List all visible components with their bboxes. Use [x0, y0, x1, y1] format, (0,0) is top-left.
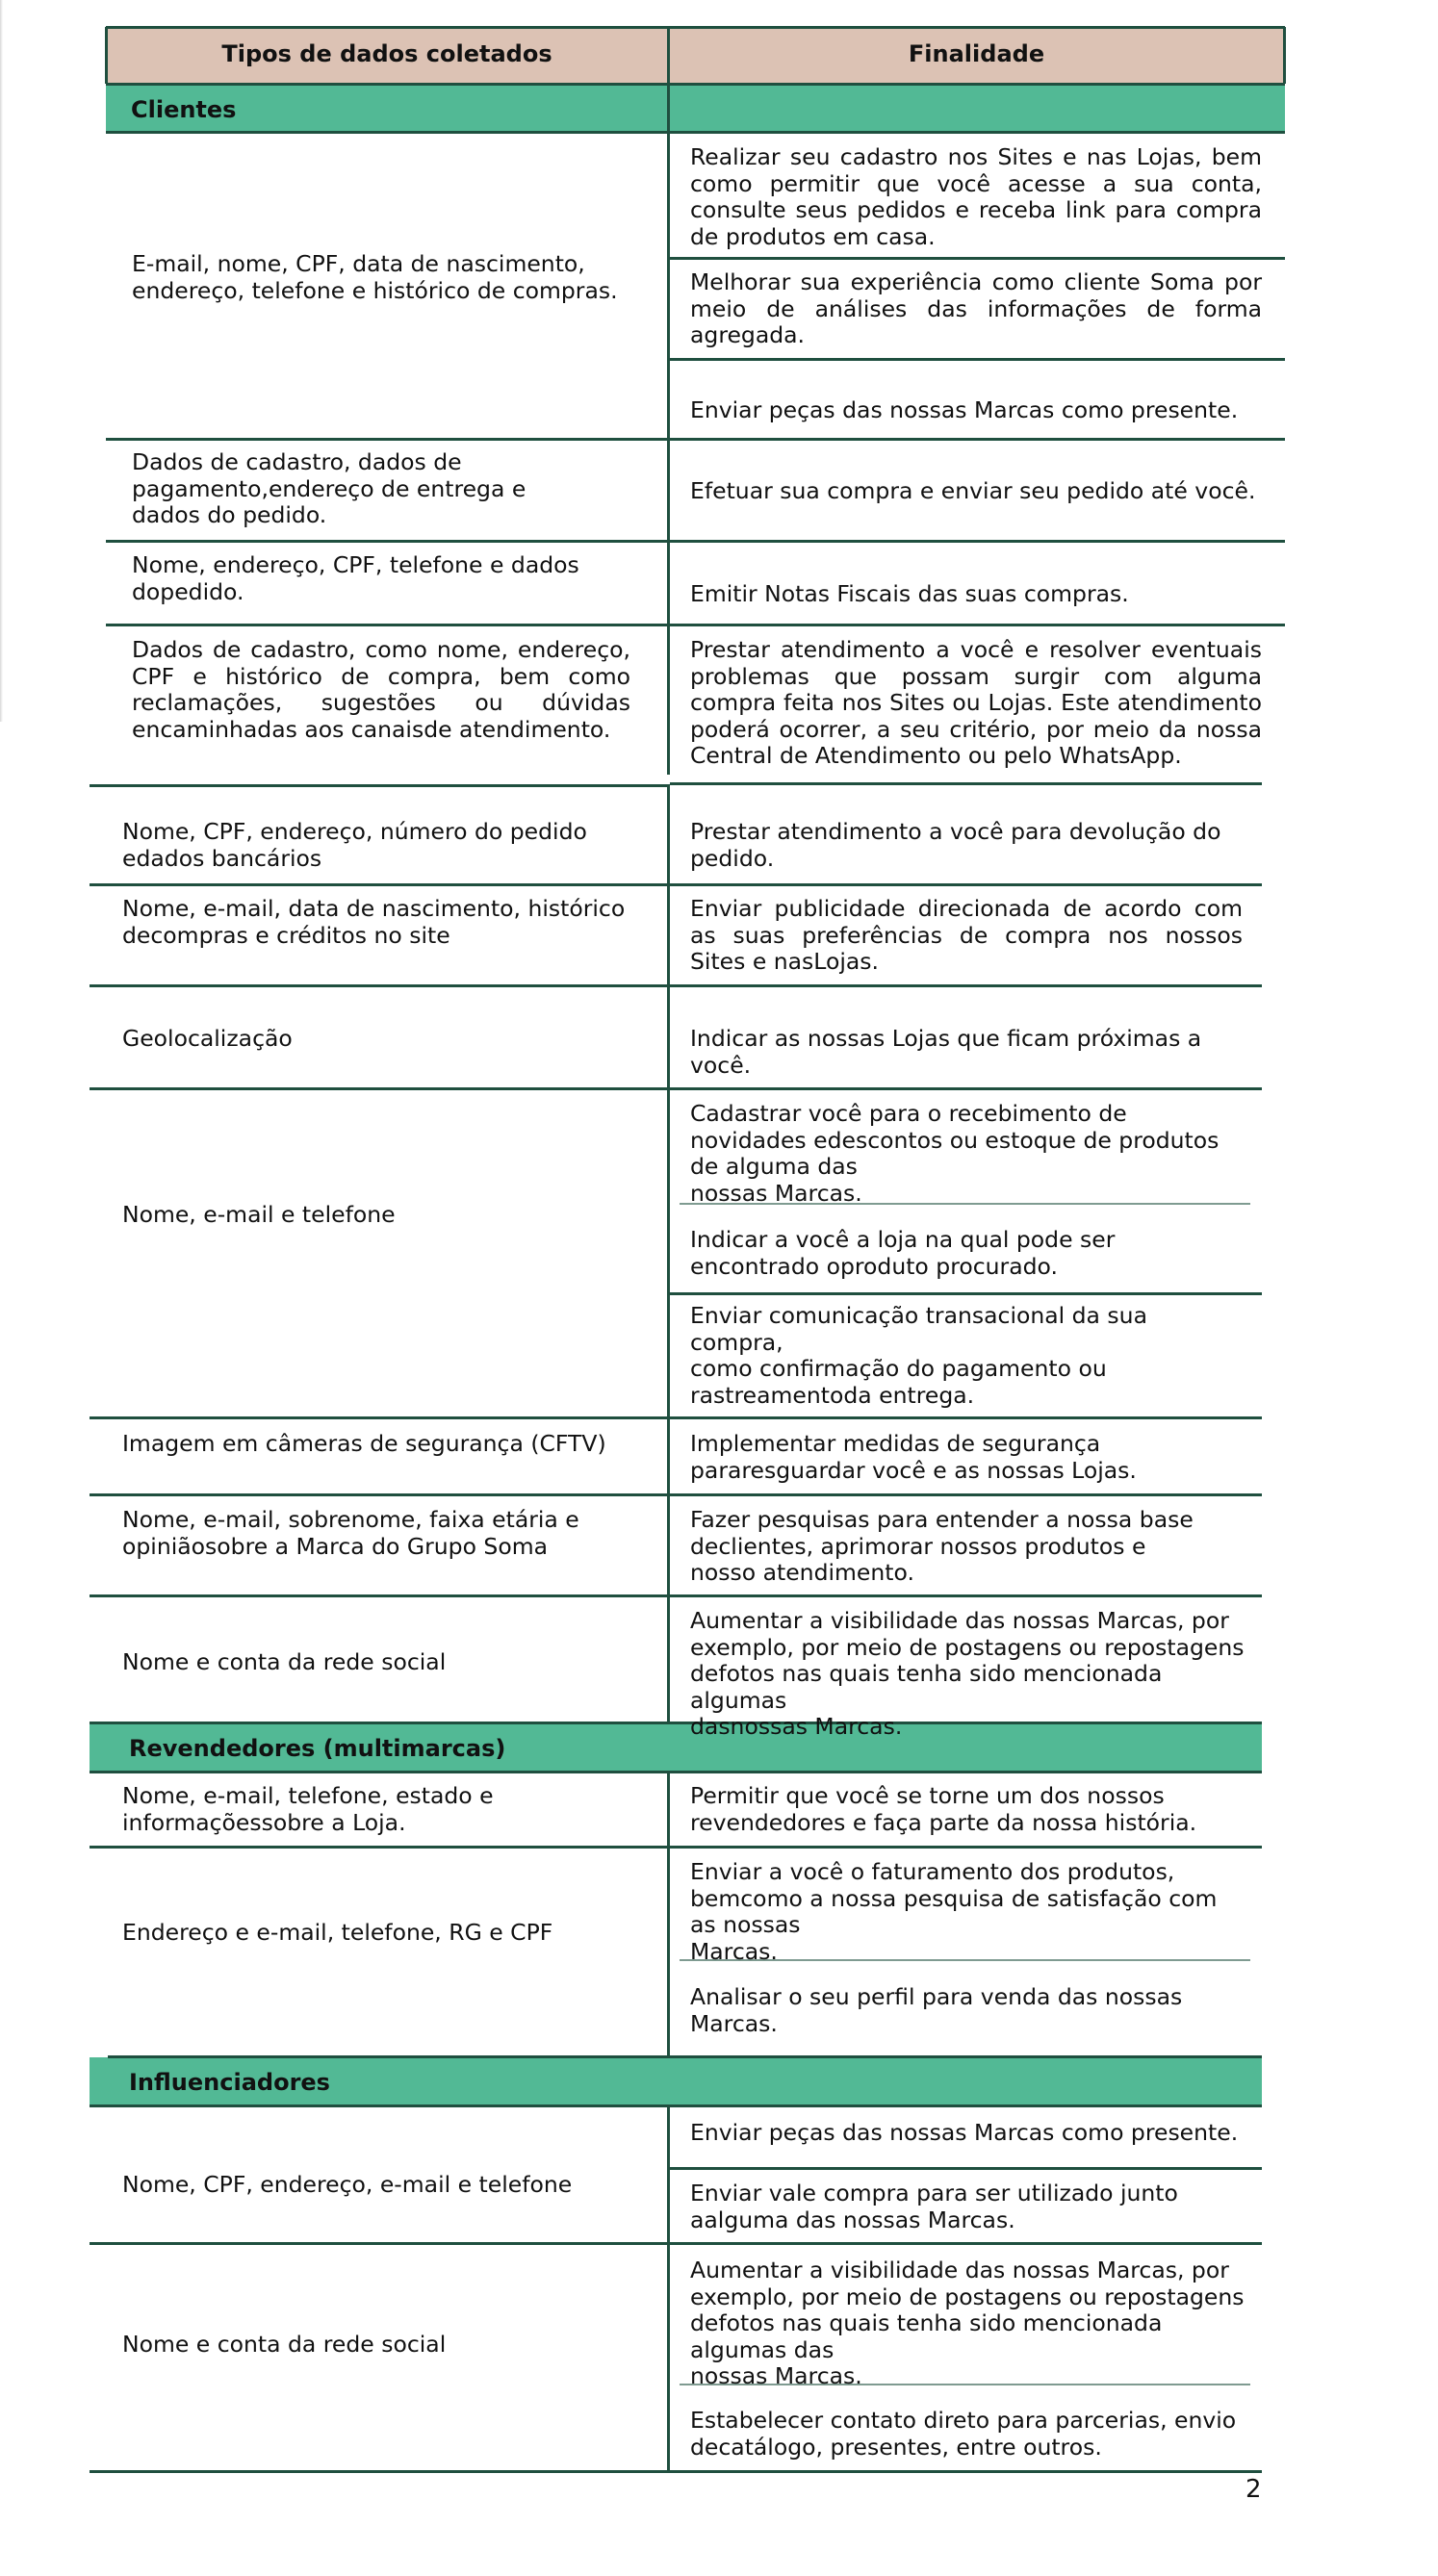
purpose-cell-3: Emitir Notas Fiscais das suas compras.	[690, 580, 1129, 607]
rule-column-1	[667, 27, 670, 775]
rule-row-1-bottom	[106, 438, 1285, 441]
data-cell-2: Dados de cadastro, dados de pagamento,endereço de entrega e dados do pedido.	[132, 448, 526, 528]
data-cell-13: Endereço e e-mail, telefone, RG e CPF	[122, 1919, 553, 1946]
rule-sub-1a	[670, 257, 1285, 260]
data-cell-4: Dados de cadastro, como nome, endereço, CPF e histórico de compra, bem como reclamações, sugestões ou dúvidas encaminhadas aos canaisde atendimento.	[132, 636, 630, 743]
header-col-data-types: Tipos de dados coletados	[221, 40, 552, 67]
rule-row-2-bottom	[106, 540, 1285, 543]
purpose-cell-9: Implementar medidas de segurança pararesguardar você e as nossas Lojas.	[690, 1430, 1137, 1484]
rule-revendedores-bottom	[90, 1771, 1262, 1773]
rule-row-4-bottom	[670, 782, 1262, 785]
header-col-purpose: Finalidade	[908, 40, 1045, 67]
purpose-cell-6: Enviar publicidade direcionada de acordo com as suas preferências de compra nos nossos Sites e nasLojas.	[690, 895, 1243, 975]
purpose-cell-12: Permitir que você se torne um dos nossos revendedores e faça parte da nossa história.	[690, 1782, 1197, 1836]
purpose-cell-1a: Realizar seu cadastro nos Sites e nas Lojas, bem como permitir que você acesse a sua conta, consulte seus pedidos e receba link para compra de produtos em casa.	[690, 143, 1262, 250]
rule-influenciadores-bottom	[90, 2104, 1262, 2107]
data-cell-6: Nome, e-mail, data de nascimento, histórico decompras e créditos no site	[122, 895, 626, 949]
purpose-cell-13b: Analisar o seu perfil para venda das nossas Marcas.	[690, 1983, 1183, 2037]
rule-row-5-top	[90, 784, 667, 787]
rule-row-12-bottom	[90, 1846, 1262, 1849]
data-cell-15: Nome e conta da rede social	[122, 2331, 447, 2358]
rule-sub-1b	[670, 358, 1285, 361]
rule-row-10-bottom	[90, 1594, 1262, 1597]
data-cell-8: Nome, e-mail e telefone	[122, 1201, 396, 1228]
purpose-cell-5: Prestar atendimento a você para devolução do pedido.	[690, 818, 1221, 872]
rule-column-3	[667, 1772, 670, 2057]
section-title-clientes: Clientes	[131, 96, 237, 123]
section-band-clientes	[106, 84, 1285, 132]
rule-column-2	[667, 784, 670, 1723]
data-cell-12: Nome, e-mail, telefone, estado e informaçõessobre a Loja.	[122, 1782, 494, 1836]
section-title-influenciadores: Influenciadores	[129, 2069, 330, 2096]
data-cell-5: Nome, CPF, endereço, número do pedido edados bancários	[122, 818, 587, 872]
purpose-cell-1c: Enviar peças das nossas Marcas como presente.	[690, 396, 1239, 423]
purpose-cell-7: Indicar as nossas Lojas que ficam próximas a você.	[690, 1025, 1202, 1079]
data-cell-11: Nome e conta da rede social	[122, 1648, 447, 1675]
purpose-cell-15b: Estabelecer contato direto para parcerias, envio decatálogo, presentes, entre outros.	[690, 2407, 1237, 2461]
data-cell-14: Nome, CPF, endereço, e-mail e telefone	[122, 2171, 573, 2198]
purpose-cell-10: Fazer pesquisas para entender a nossa base declientes, aprimorar nossos produtos e nosso atendimento.	[690, 1506, 1194, 1586]
purpose-cell-2: Efetuar sua compra e enviar seu pedido até você.	[690, 477, 1256, 504]
rule-sub-8b	[670, 1292, 1262, 1295]
rule-left-top	[105, 27, 108, 84]
rule-row-13-bottom	[108, 2055, 1262, 2058]
purpose-cell-11: Aumentar a visibilidade das nossas Marcas, por exemplo, por meio de postagens ou repostagens defotos nas quais tenha sido mencionada algumas dasnossas Marcas.	[690, 1607, 1245, 1740]
rule-right-top	[1283, 27, 1286, 84]
purpose-cell-14a: Enviar peças das nossas Marcas como presente.	[690, 2119, 1239, 2146]
rule-clientes-bottom	[106, 131, 1285, 134]
purpose-cell-13a: Enviar a você o faturamento dos produtos, bemcomo a nossa pesquisa de satisfação com as nossas Marcas.	[690, 1858, 1218, 1965]
rule-column-4	[667, 2105, 670, 2471]
purpose-cell-8b: Indicar a você a loja na qual pode ser encontrado oproduto procurado.	[690, 1226, 1116, 1280]
purpose-cell-8c: Enviar comunicação transacional da sua compra, como confirmação do pagamento ou rastreamentoda entrega.	[690, 1302, 1147, 1409]
purpose-cell-4: Prestar atendimento a você e resolver eventuais problemas que possam surgir com alguma compra feita nos Sites ou Lojas. Este atendimento poderá ocorrer, a seu critério, por meio da nossa Central de Atendimento ou pelo WhatsApp.	[690, 636, 1262, 769]
data-cell-9: Imagem em câmeras de segurança (CFTV)	[122, 1430, 606, 1457]
rule-row-5-bottom	[90, 883, 1262, 886]
data-cell-10: Nome, e-mail, sobrenome, faixa etária e opiniãosobre a Marca do Grupo Soma	[122, 1506, 579, 1560]
rule-sub-14a	[670, 2167, 1262, 2170]
rule-row-3-bottom	[106, 624, 1285, 626]
purpose-cell-14b: Enviar vale compra para ser utilizado junto aalguma das nossas Marcas.	[690, 2180, 1178, 2233]
rule-row-8-bottom	[90, 1416, 1262, 1419]
rule-row-7-bottom	[90, 1087, 1262, 1090]
rule-row-9-bottom	[90, 1493, 1262, 1496]
rule-header-bottom	[106, 83, 1285, 86]
purpose-cell-15a: Aumentar a visibilidade das nossas Marcas, por exemplo, por meio de postagens ou repostagens defotos nas quais tenha sido mencionada algumas das nossas Marcas.	[690, 2257, 1245, 2389]
data-cell-1: E-mail, nome, CPF, data de nascimento, endereço, telefone e histórico de compras.	[132, 250, 618, 304]
page-edge-shadow	[0, 0, 3, 722]
data-cell-3: Nome, endereço, CPF, telefone e dados dopedido.	[132, 551, 579, 605]
data-cell-7: Geolocalização	[122, 1025, 293, 1052]
page-number: 2	[1245, 2475, 1262, 2504]
rule-row-6-bottom	[90, 984, 1262, 987]
rule-table-bottom	[90, 2470, 1262, 2473]
purpose-cell-8a: Cadastrar você para o recebimento de novidades edescontos ou estoque de produtos de alguma das nossas Marcas.	[690, 1100, 1220, 1207]
rule-row-14-bottom	[90, 2242, 1262, 2245]
rule-header-top	[106, 26, 1285, 29]
section-title-revendedores: Revendedores (multimarcas)	[129, 1735, 506, 1762]
purpose-cell-1b: Melhorar sua experiência como cliente Soma por meio de análises das informações de forma agregada.	[690, 268, 1262, 348]
